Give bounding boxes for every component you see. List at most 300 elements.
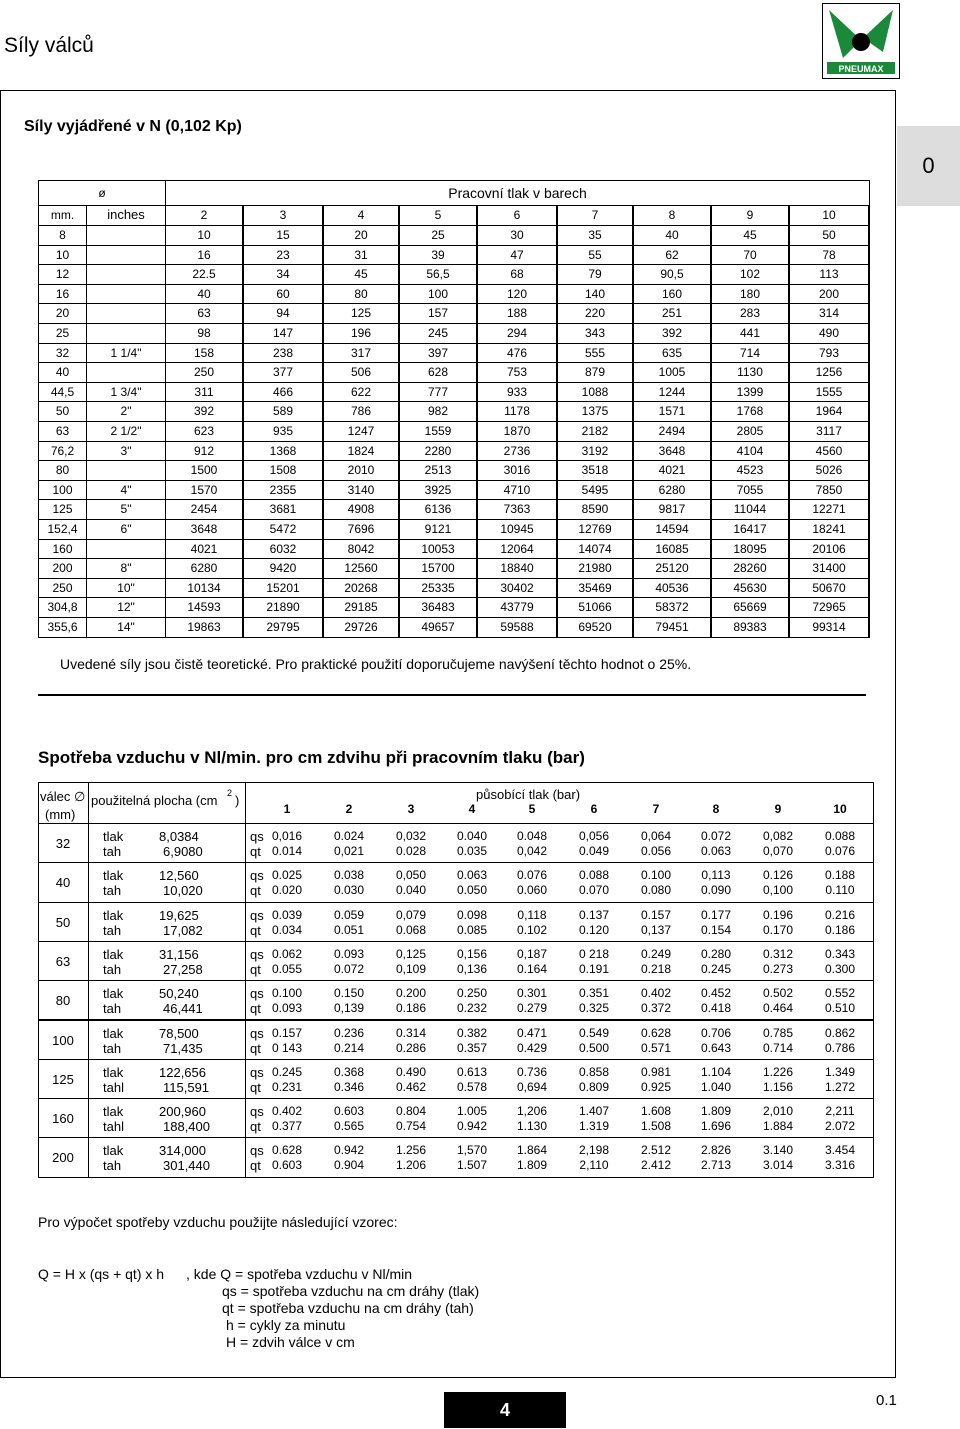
qt-value: 3.014 [762, 1158, 794, 1173]
table-cell-force: 18241 [790, 520, 868, 539]
row-area [89, 981, 245, 1019]
table-row-diameter: 25 [39, 324, 86, 343]
row-area-tlak: 12,560 [159, 868, 199, 884]
qs-value: 0.862 [824, 1025, 856, 1040]
table-cell-force: 311 [166, 383, 242, 402]
qt-value: 0,070 [762, 844, 794, 858]
qs-value: 0.100 [640, 868, 672, 883]
qs-value: 0.150 [333, 986, 365, 1001]
table-cell-force: 16417 [712, 520, 788, 539]
row-diameter [39, 824, 88, 862]
table-cell-force: 8042 [324, 540, 398, 559]
row-qt-label: qt [250, 1079, 261, 1095]
row-area-tlak: 50,240 [159, 986, 199, 1002]
qs-value: 0.942 [333, 1143, 365, 1158]
qs-value: 0.402 [640, 986, 672, 1001]
qt-value: 0.279 [516, 1001, 548, 1016]
table-cell-force: 1559 [400, 422, 476, 441]
table-cell-force: 180 [712, 285, 788, 304]
table-cell-force: 78 [790, 246, 868, 265]
row-values [246, 942, 873, 980]
qt-value: 1.507 [456, 1158, 488, 1173]
header-pressure-value: 9 [774, 802, 782, 816]
table-cell-force: 35469 [558, 579, 632, 598]
qs-value: 0.076 [516, 868, 548, 883]
table-cell-force: 12769 [558, 520, 632, 539]
row-area-tah: 115,591 [163, 1079, 210, 1095]
row-area [89, 1060, 245, 1098]
qs-value: 3.140 [762, 1143, 794, 1158]
table-cell-force: 29185 [324, 598, 398, 617]
table-cell-force: 102 [712, 265, 788, 284]
table-cell-force: 9817 [634, 500, 710, 519]
qs-value: 1.226 [762, 1064, 794, 1079]
table-cell-force: 2805 [712, 422, 788, 441]
table-cell-force: 9420 [244, 559, 322, 578]
qs-value: 0.098 [456, 907, 488, 922]
table-cell-force: 51066 [558, 598, 632, 617]
table-cell-force: 4021 [166, 540, 242, 559]
table-cell-force: 14074 [558, 540, 632, 559]
table-cell-force: 879 [558, 363, 632, 382]
qs-value: 0,082 [762, 829, 794, 843]
table-row-inches: 2 1/2" [87, 422, 165, 441]
qs-value: 0.137 [578, 907, 610, 922]
header-pressure-value: 6 [590, 802, 598, 816]
row-area-tah: 188,400 [163, 1119, 210, 1135]
qs-value: 1.005 [456, 1104, 488, 1119]
table-row-diameter: 40 [39, 363, 86, 382]
header-pressure: 4 [324, 206, 398, 225]
table-cell-force: 4908 [324, 500, 398, 519]
row-qt-label: qt [250, 1001, 261, 1017]
qs-value: 0.100 [271, 986, 303, 1001]
table-cell-force: 1088 [558, 383, 632, 402]
row-area-tlak: 122,656 [159, 1064, 206, 1080]
qt-value: 1.884 [762, 1119, 794, 1134]
table-cell-force: 786 [324, 402, 398, 421]
table-cell-force: 6032 [244, 540, 322, 559]
table-cell-force: 50670 [790, 579, 868, 598]
qs-value: 0.188 [824, 868, 856, 883]
header-pressure-value: 5 [528, 802, 536, 816]
table-cell-force: 1964 [790, 402, 868, 421]
table-cell-force: 45630 [712, 579, 788, 598]
table-cell-force: 10 [166, 226, 242, 245]
qt-value: 0.286 [395, 1040, 427, 1055]
row-label-tlak: tlak [103, 868, 124, 884]
row-qt-label: qt [250, 844, 261, 859]
header-cylinder [39, 783, 88, 823]
table-cell-force: 314 [790, 304, 868, 323]
table-cell-force: 25 [400, 226, 476, 245]
qt-value: 0.578 [456, 1079, 488, 1094]
row-qt-label: qt [250, 922, 261, 938]
qs-value: 0,050 [395, 868, 427, 883]
header-mm: mm. [39, 206, 86, 225]
qs-value: 0.804 [395, 1104, 427, 1119]
row-area [89, 903, 245, 941]
table-cell-force: 72965 [790, 598, 868, 617]
row-qs-label: qs [250, 946, 264, 962]
table-cell-force: 793 [790, 344, 868, 363]
row-area-tlak: 78,500 [159, 1025, 199, 1041]
table-cell-force: 69520 [558, 618, 632, 637]
qt-value: 0.464 [762, 1001, 794, 1016]
table-cell-force: 188 [478, 304, 556, 323]
table-cell-force: 49657 [400, 618, 476, 637]
row-area-tlak: 31,156 [159, 946, 199, 962]
page-reference: 0.1 [876, 1392, 897, 1409]
table-cell-force: 6136 [400, 500, 476, 519]
table-row-inches: 2" [87, 402, 165, 421]
table-cell-force: 80 [324, 285, 398, 304]
table-cell-force: 506 [324, 363, 398, 382]
qt-value: 0.056 [640, 844, 672, 858]
row-label-tlak: tlak [103, 946, 124, 962]
table-cell-force: 2513 [400, 461, 476, 480]
qs-value: 1,570 [456, 1143, 488, 1158]
table-row-inches: 6" [87, 520, 165, 539]
qs-value: 0.025 [271, 868, 303, 883]
row-qs-label: qs [250, 1104, 264, 1120]
row-qs-label: qs [250, 986, 264, 1002]
formula-qs-def: qs = spotřeba vzduchu na cm dráhy (tlak) [222, 1283, 480, 1299]
row-values [246, 1138, 873, 1176]
header-pressure: 3 [244, 206, 322, 225]
qt-value: 0.462 [395, 1079, 427, 1094]
table-cell-force: 12271 [790, 500, 868, 519]
qt-value: 2,110 [579, 1158, 609, 1173]
qs-value: 0.024 [333, 829, 365, 843]
row-area-tah: 71,435 [163, 1040, 203, 1056]
table-cell-force: 6280 [634, 481, 710, 500]
qt-value: 1.696 [700, 1119, 732, 1134]
table-cell-force: 912 [166, 442, 242, 461]
table-row-diameter: 152,4 [39, 520, 86, 539]
qs-value: 0.736 [516, 1064, 548, 1079]
table-cell-force: 45 [712, 226, 788, 245]
table-row-diameter: 125 [39, 500, 86, 519]
table-cell-force: 43779 [478, 598, 556, 617]
row-values [246, 903, 873, 941]
header-pressure-value: 3 [407, 802, 415, 816]
qs-value: 0.216 [824, 907, 856, 922]
qt-value: 0,136 [456, 961, 488, 976]
qs-value: 0.368 [333, 1064, 365, 1079]
row-area [89, 863, 245, 901]
table-cell-force: 18840 [478, 559, 556, 578]
qt-value: 0.377 [271, 1119, 303, 1134]
table-cell-force: 7850 [790, 481, 868, 500]
table-cell-force: 56,5 [400, 265, 476, 284]
header-pressure-value: 2 [345, 802, 353, 816]
qs-value: 0.059 [333, 907, 365, 922]
row-diameter [39, 1099, 88, 1137]
table-cell-force: 392 [166, 402, 242, 421]
table-cell-force: 31 [324, 246, 398, 265]
table-cell-force: 94 [244, 304, 322, 323]
table-row-diameter: 80 [39, 461, 86, 480]
qs-value: 3.454 [824, 1143, 856, 1158]
qs-value: 1.864 [516, 1143, 548, 1158]
qt-value: 0.093 [271, 1001, 303, 1016]
qt-value: 0.055 [271, 961, 303, 976]
table-cell-force: 476 [478, 344, 556, 363]
qt-value: 1.319 [578, 1119, 610, 1134]
qs-value: 0.040 [456, 829, 488, 843]
qs-value: 0,118 [517, 907, 547, 922]
qt-value: 0.070 [578, 883, 610, 898]
table-cell-force: 589 [244, 402, 322, 421]
qt-value: 0.809 [578, 1079, 610, 1094]
row-diameter-value: 32 [55, 836, 71, 851]
formula-intro: Pro výpočet spotřeby vzduchu použijte následující vzorec: [38, 1214, 398, 1230]
table-cell-force: 1768 [712, 402, 788, 421]
table-cell-force: 2494 [634, 422, 710, 441]
table-cell-force: 220 [558, 304, 632, 323]
table-cell-force: 1247 [324, 422, 398, 441]
table-cell-force: 397 [400, 344, 476, 363]
header-pressure: 7 [558, 206, 632, 225]
table-cell-force: 2182 [558, 422, 632, 441]
qt-value: 1.508 [640, 1119, 672, 1134]
header-pressure-value: 7 [652, 802, 660, 816]
qt-value: 1.809 [516, 1158, 548, 1173]
qt-value: 0.510 [824, 1001, 856, 1016]
qt-value: 0.714 [762, 1040, 794, 1055]
row-area-tlak: 8,0384 [159, 829, 199, 844]
table-cell-force: 22.5 [166, 265, 242, 284]
qs-value: 0,113 [701, 868, 731, 883]
table-cell-force: 12064 [478, 540, 556, 559]
table-cell-force: 10945 [478, 520, 556, 539]
table-cell-force: 5026 [790, 461, 868, 480]
table-cell-force: 1375 [558, 402, 632, 421]
qs-value: 0.088 [824, 829, 856, 843]
table-cell-force: 34 [244, 265, 322, 284]
qt-value: 0.050 [456, 883, 488, 898]
table-cell-force: 3648 [166, 520, 242, 539]
table-cell-force: 777 [400, 383, 476, 402]
qt-value: 3.316 [824, 1158, 856, 1173]
table-cell-force: 490 [790, 324, 868, 343]
table-cell-force: 4021 [634, 461, 710, 480]
row-area-tlak: 314,000 [159, 1143, 206, 1159]
table-cell-force: 140 [558, 285, 632, 304]
qt-value: 0.346 [333, 1079, 365, 1094]
row-area-tlak: 19,625 [159, 907, 199, 923]
table-cell-force: 4710 [478, 481, 556, 500]
table-row-diameter: 44,5 [39, 383, 86, 402]
page-number: 4 [444, 1392, 566, 1428]
table-cell-force: 1570 [166, 481, 242, 500]
table-cell-force: 441 [712, 324, 788, 343]
qt-value: 0.357 [456, 1040, 488, 1055]
formula-h-def: h = cykly za minutu [226, 1317, 346, 1333]
qs-value: 0.382 [456, 1025, 488, 1040]
qt-value: 0.273 [762, 961, 794, 976]
row-diameter-value: 80 [55, 993, 71, 1009]
qt-value: 0.925 [640, 1079, 672, 1094]
table-row-inches: 1 1/4" [87, 344, 165, 363]
table-row-diameter: 76,2 [39, 442, 86, 461]
qt-value: 0.571 [640, 1040, 672, 1055]
table-cell-force: 982 [400, 402, 476, 421]
qt-value: 0.063 [700, 844, 732, 858]
forces-note: Uvedené síly jsou čistě teoretické. Pro praktické použití doporučujeme navýšení těchto hodnot o 25%. [60, 656, 692, 672]
row-area-tah: 17,082 [163, 922, 203, 938]
chapter-tab-label: 0 [922, 153, 935, 178]
qt-value: 0.051 [333, 922, 365, 937]
header-pressure: 5 [400, 206, 476, 225]
table-cell-force: 19863 [166, 618, 242, 637]
qt-value: 0.035 [456, 844, 488, 858]
row-area-tah: 10,020 [163, 883, 203, 899]
table-cell-force: 3117 [790, 422, 868, 441]
qs-value: 1.809 [700, 1104, 732, 1119]
row-label-tlak: tlak [103, 1064, 124, 1080]
table-row-inches [87, 324, 165, 343]
table-cell-force: 40 [634, 226, 710, 245]
qs-value: 2,010 [762, 1104, 794, 1119]
table-cell-force: 14593 [166, 598, 242, 617]
table-row-inches: 10" [87, 579, 165, 598]
row-area-tlak: 200,960 [159, 1104, 206, 1120]
table-cell-force: 68 [478, 265, 556, 284]
table-row-diameter: 304,8 [39, 598, 86, 617]
qs-value: 0,187 [516, 946, 548, 961]
table-cell-force: 9121 [400, 520, 476, 539]
formula-q-def: , kde Q = spotřeba vzduchu v Nl/min [186, 1266, 413, 1282]
header-pressure [246, 783, 873, 823]
divider [38, 694, 866, 696]
row-qs-label: qs [250, 1143, 264, 1159]
row-qs-label: qs [250, 1025, 264, 1041]
qt-value: 0,137 [640, 922, 672, 937]
header-pressure-title: působící tlak (bar) [476, 787, 581, 802]
qs-value: 0.126 [762, 868, 794, 883]
formula-qt-def: qt = spotřeba vzduchu na cm dráhy (tah) [222, 1300, 474, 1316]
table-cell-force: 147 [244, 324, 322, 343]
qt-value: 2.072 [824, 1119, 856, 1134]
row-qs-label: qs [250, 1064, 264, 1080]
table-row-diameter: 63 [39, 422, 86, 441]
header-area-sup: 2 [227, 788, 233, 798]
row-area [89, 1138, 245, 1176]
qs-value: 0.245 [271, 1064, 303, 1079]
table-cell-force: 8590 [558, 500, 632, 519]
table-cell-force: 622 [324, 383, 398, 402]
table-cell-force: 1500 [166, 461, 242, 480]
table-cell-force: 245 [400, 324, 476, 343]
table-cell-force: 31400 [790, 559, 868, 578]
table-cell-force: 2454 [166, 500, 242, 519]
table-row-diameter: 12 [39, 265, 86, 284]
table-cell-force: 3681 [244, 500, 322, 519]
qs-value: 0.280 [700, 946, 732, 961]
table-row-inches: 3" [87, 442, 165, 461]
table-cell-force: 3648 [634, 442, 710, 461]
row-label-tlak: tlak [103, 1025, 124, 1041]
table-cell-force: 1256 [790, 363, 868, 382]
qt-value: 0.072 [333, 961, 365, 976]
table-cell-force: 15700 [400, 559, 476, 578]
table-cell-force: 933 [478, 383, 556, 402]
table-row-inches [87, 304, 165, 323]
table-cell-force: 343 [558, 324, 632, 343]
table-cell-force: 1399 [712, 383, 788, 402]
row-values [246, 1060, 873, 1098]
table-cell-force: 11044 [712, 500, 788, 519]
table-row-inches: 5" [87, 500, 165, 519]
qt-value: 0.110 [825, 883, 855, 898]
table-cell-force: 125 [324, 304, 398, 323]
table-cell-force: 5495 [558, 481, 632, 500]
force-table [38, 180, 870, 638]
table-row-inches [87, 461, 165, 480]
qs-value: 0,079 [395, 907, 427, 922]
qt-value: 0.068 [395, 922, 427, 937]
table-cell-force: 12560 [324, 559, 398, 578]
qs-value: 0.301 [516, 986, 548, 1001]
header-pressure-value: 1 [283, 802, 291, 816]
qs-value: 1.608 [640, 1104, 672, 1119]
row-label-tlak: tlak [103, 829, 124, 844]
table-cell-force: 79451 [634, 618, 710, 637]
table-row-diameter: 160 [39, 540, 86, 559]
table-row-diameter: 16 [39, 285, 86, 304]
qs-value: 0.312 [762, 946, 794, 961]
qt-value: 0.231 [271, 1079, 303, 1094]
table-cell-force: 20268 [324, 579, 398, 598]
qs-value: 0.088 [578, 868, 610, 883]
qs-value: 0.785 [762, 1025, 794, 1040]
table-cell-force: 3192 [558, 442, 632, 461]
table-cell-force: 16 [166, 246, 242, 265]
table-cell-force: 466 [244, 383, 322, 402]
qt-value: 0.218 [640, 961, 672, 976]
row-label-tah: tah [103, 883, 122, 899]
pressure-title-header: Pracovní tlak v barech [166, 181, 869, 205]
table-cell-force: 7055 [712, 481, 788, 500]
row-diameter-value: 125 [52, 1071, 74, 1087]
table-cell-force: 317 [324, 344, 398, 363]
row-area [89, 942, 245, 980]
qt-value: 0.603 [271, 1158, 303, 1173]
qt-value: 1.156 [762, 1079, 794, 1094]
table-cell-force: 39 [400, 246, 476, 265]
document-title: Síly válců [4, 34, 94, 57]
table-cell-force: 63 [166, 304, 242, 323]
header-pressure-value: 4 [468, 802, 476, 816]
row-diameter [39, 942, 88, 980]
row-qt-label: qt [250, 883, 261, 899]
table-cell-force: 1178 [478, 402, 556, 421]
table-cell-force: 5472 [244, 520, 322, 539]
qt-value: 0.030 [333, 883, 365, 898]
qt-value: 0.565 [333, 1119, 365, 1134]
row-qs-label: qs [250, 868, 264, 884]
qt-value: 0,109 [395, 961, 427, 976]
table-cell-force: 6280 [166, 559, 242, 578]
qs-value: 0.177 [700, 907, 732, 922]
row-diameter [39, 1060, 88, 1098]
table-row-diameter: 355,6 [39, 618, 86, 637]
table-row-diameter: 32 [39, 344, 86, 363]
table-cell-force: 628 [400, 363, 476, 382]
table-cell-force: 35 [558, 226, 632, 245]
